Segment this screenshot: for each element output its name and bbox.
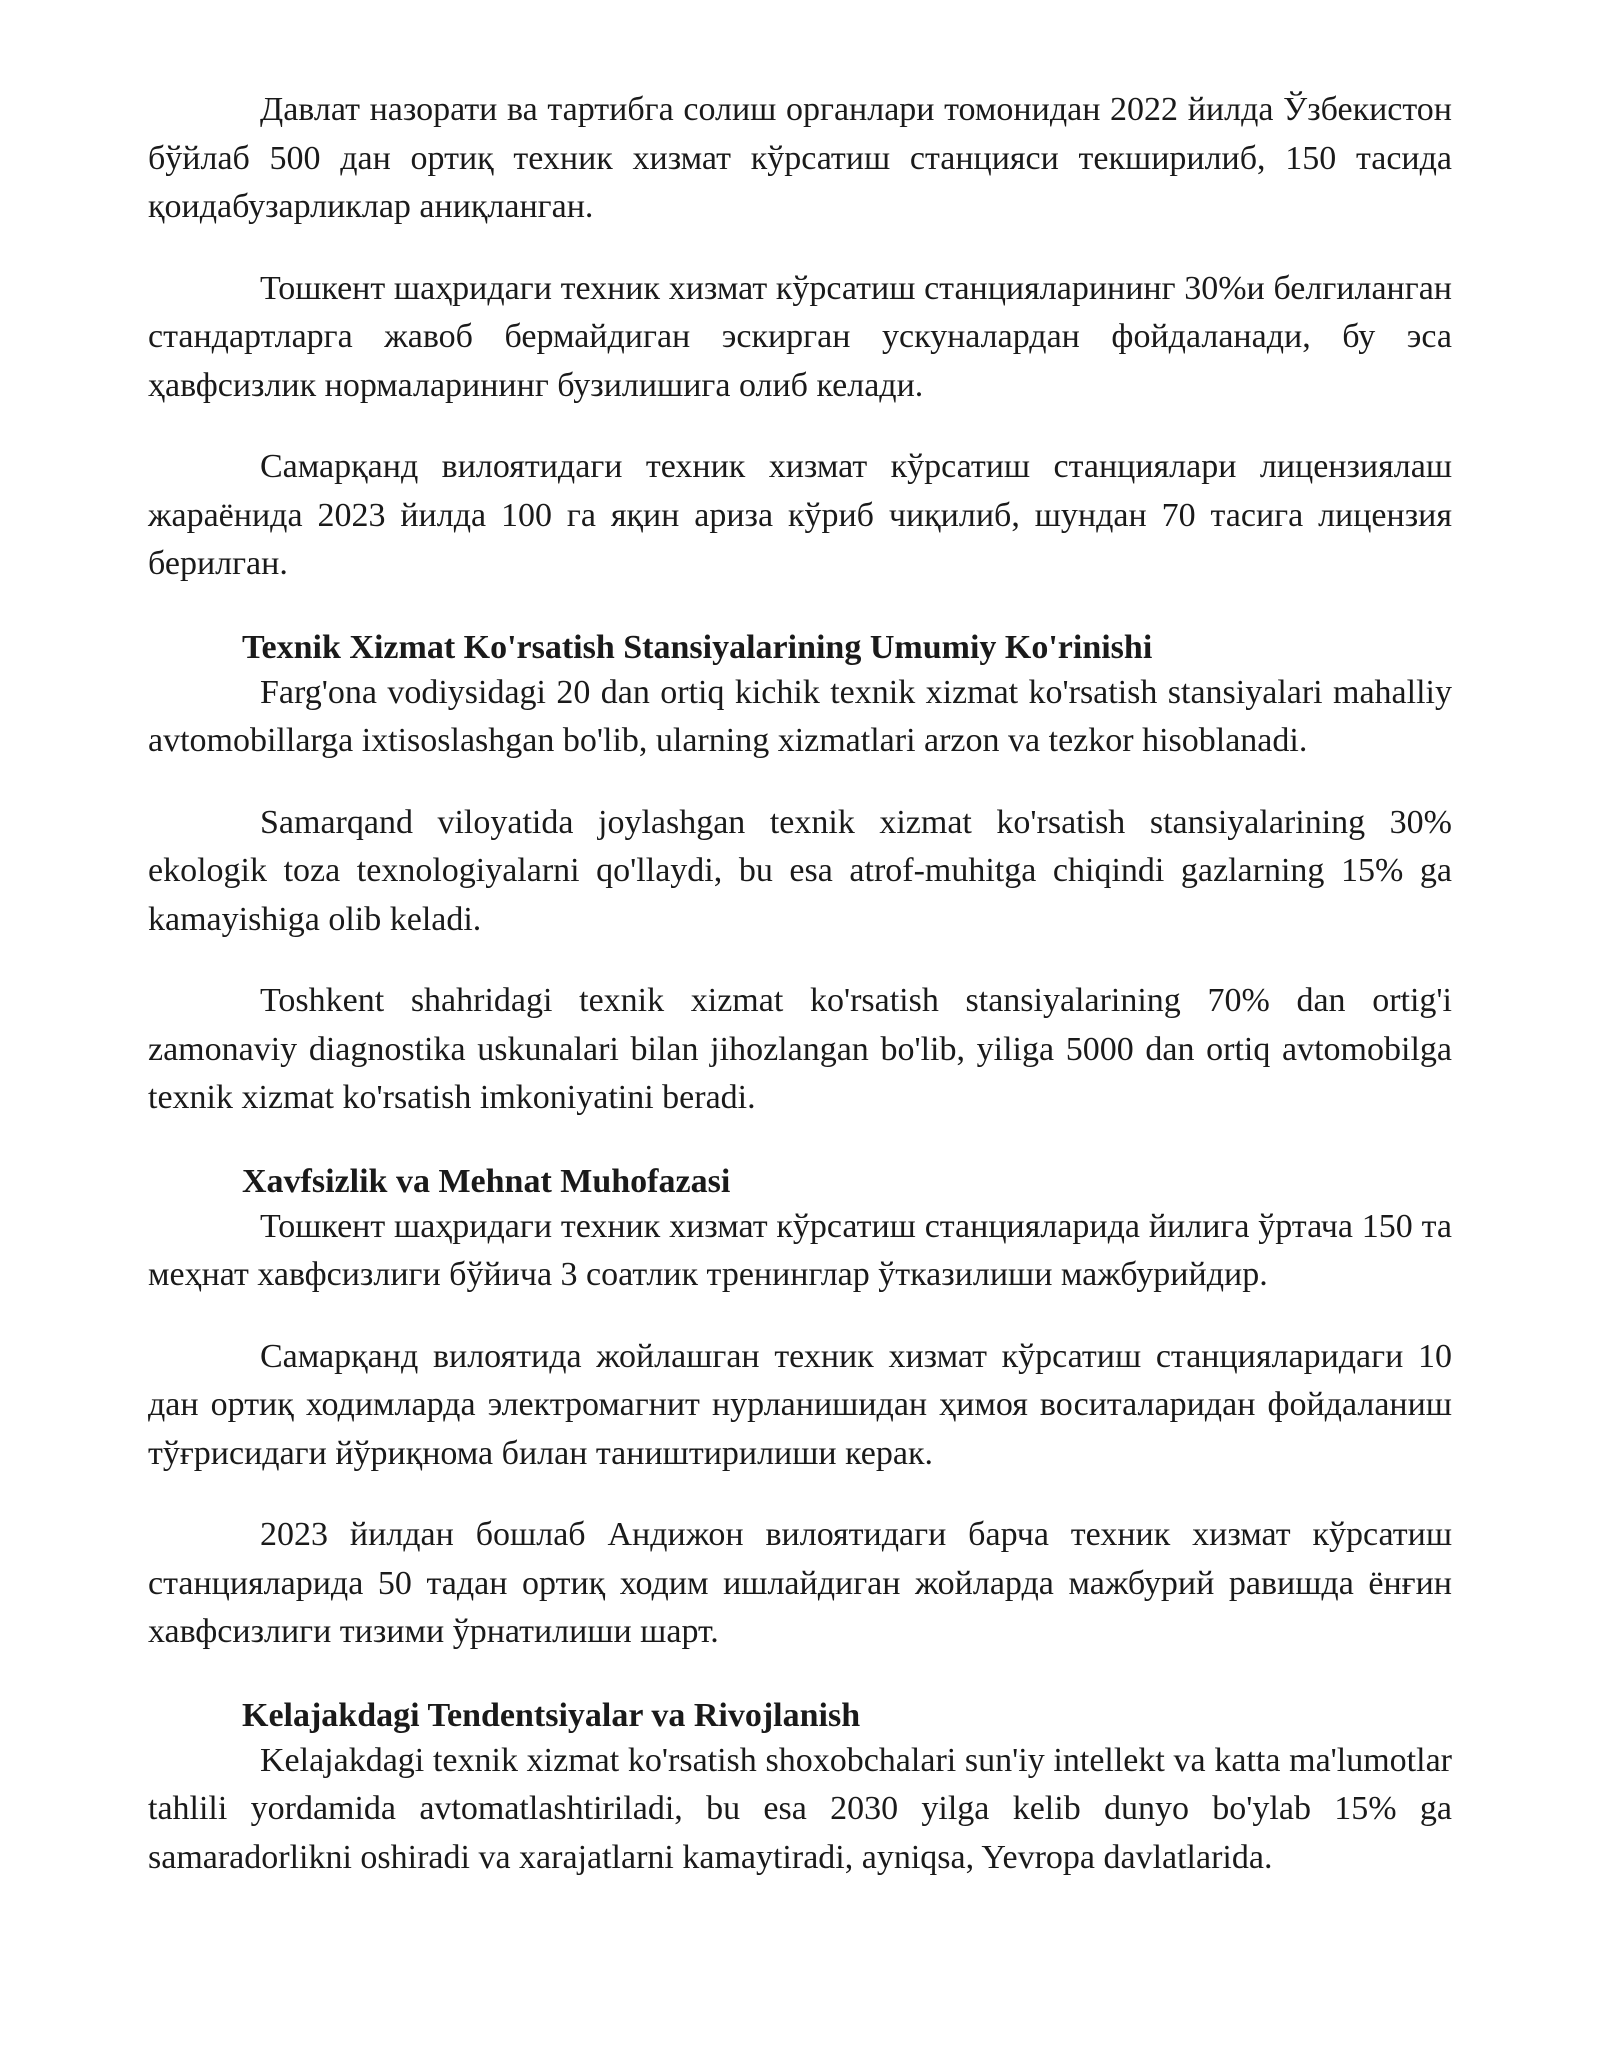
document-page [148, 86, 1452, 1882]
paragraph: Самарқанд вилоятидаги техник хизмат кўрсатиш станциялари лицензиялаш жараёнида 2023 йилда 100 га яқин ариза кўриб чиқилиб, шундан 70 тасига лицензия берилган. [148, 448, 1452, 582]
paragraph: Тошкент шаҳридаги техник хизмат кўрсатиш станцияларида йилига ўртача 150 та меҳнат хавфсизлиги бўйича 3 соатлик тренинглар ўтказилиши мажбурийдир. [148, 1207, 1452, 1293]
intro-block [148, 86, 1452, 589]
paragraph: Kelajakdagi texnik xizmat ko'rsatish shoxobchalari sun'iy intellekt va katta ma'lumotlar tahlili yordamida avtomatlashtiriladi, bu esa 2030 yilga kelib dunyo bo'ylab 15% ga samaradorlikni oshiradi va xarajatlarni kamaytiradi, ayniqsa, Yevropa davlatlarida. [148, 1741, 1452, 1876]
paragraph: 2023 йилдан бошлаб Андижон вилоятидаги барча техник хизмат кўрсатиш станцияларида 50 тадан ортиқ ходим ишлайдиган жойларда мажбурий равишда ёнғин хавфсизлиги тизими ўрнатилиши шарт. [148, 1516, 1452, 1650]
section-overview [148, 627, 1452, 1123]
section-heading: Kelajakdagi Tendentsiyalar va Rivojlanish [242, 1696, 861, 1734]
paragraph: Тошкент шаҳридаги техник хизмат кўрсатиш станцияларининг 30%и белгиланган стандартларга жавоб бермайдиган эскирган ускуналардан фойдаланади, бу эса ҳавфсизлик нормаларининг бузилишига олиб келади. [148, 269, 1452, 404]
paragraph: Давлат назорати ва тартибга солиш органлари томонидан 2022 йилда Ўзбекистон бўйлаб 500 дан ортиқ техник хизмат кўрсатиш станцияси текширилиб, 150 тасида қоидабузарликлар аниқланган. [148, 91, 1452, 225]
section-heading: Xavfsizlik va Mehnat Muhofazasi [242, 1162, 731, 1200]
section-heading: Texnik Xizmat Ko'rsatish Stansiyalarining Umumiy Ko'rinishi [242, 628, 1153, 666]
paragraph: Samarqand viloyatida joylashgan texnik xizmat ko'rsatish stansiyalarining 30% ekologik toza texnologiyalarni qo'llaydi, bu esa atrof-muhitga chiqindi gazlarning 15% ga kamayishiga olib keladi. [148, 803, 1452, 938]
paragraph: Самарқанд вилоятида жойлашган техник хизмат кўрсатиш станцияларидаги 10 дан ортиқ ходимларда электромагнит нурланишидан ҳимоя воситаларидан фойдаланиш тўғрисидаги йўриқнома билан таништирилиши керак. [148, 1337, 1452, 1472]
paragraph: Toshkent shahridagi texnik xizmat ko'rsatish stansiyalarining 70% dan ortig'i zamonaviy diagnostika uskunalari bilan jihozlangan bo'lib, yiliga 5000 dan ortiq avtomobilga texnik xizmat ko'rsatish imkoniyatini beradi. [148, 982, 1452, 1116]
section-future [148, 1695, 1452, 1883]
section-safety [148, 1161, 1452, 1657]
paragraph: Farg'ona vodiysidagi 20 dan ortiq kichik texnik xizmat ko'rsatish stansiyalari mahalliy avtomobillarga ixtisoslashgan bo'lib, ularning xizmatlari arzon va tezkor hisoblanadi. [148, 673, 1452, 759]
